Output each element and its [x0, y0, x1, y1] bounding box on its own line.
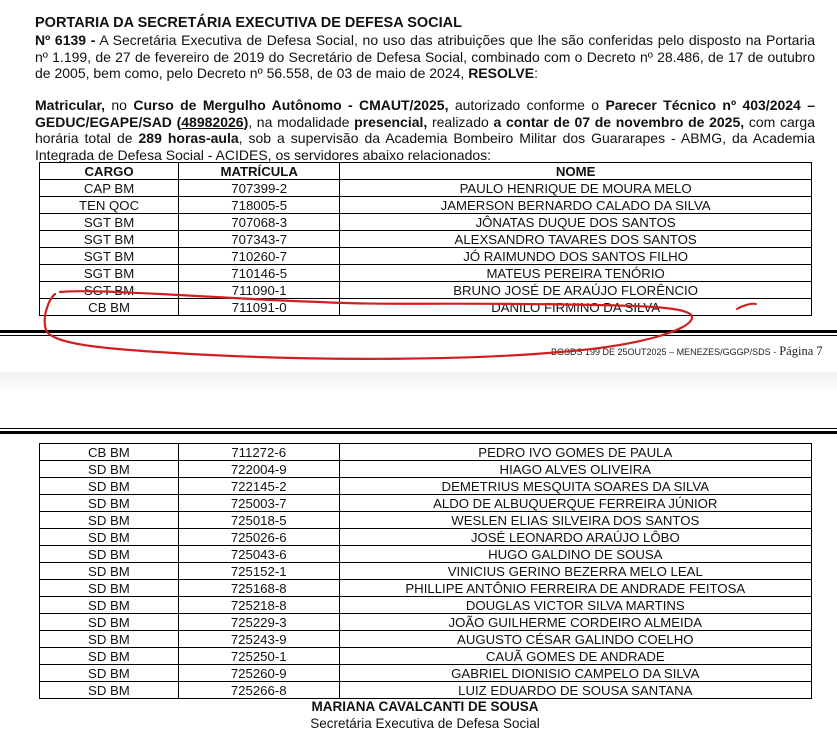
cell-cargo: SD BM	[40, 648, 179, 665]
cell-cargo: SD BM	[40, 682, 179, 699]
cell-cargo: SGT BM	[40, 214, 179, 231]
table-row	[40, 580, 812, 597]
cell-nome: PHILLIPE ANTÔNIO FERREIRA DE ANDRADE FEITOSA	[339, 580, 811, 597]
cell-matricula: 725218-8	[178, 597, 339, 614]
cell-matricula: 707399-2	[179, 180, 340, 197]
cell-cargo: SD BM	[40, 665, 179, 682]
cell-nome: AUGUSTO CÉSAR GALINDO COELHO	[339, 631, 811, 648]
body-paragraph	[35, 97, 815, 163]
body-verb: Matricular,	[35, 97, 106, 113]
parecer-close: )	[243, 113, 249, 130]
table-row	[40, 265, 812, 282]
cell-nome: HIAGO ALVES OLIVEIRA	[339, 461, 811, 478]
cell-cargo: SD BM	[40, 614, 179, 631]
cell-matricula: 711090-1	[179, 282, 340, 299]
cell-cargo: SD BM	[40, 529, 179, 546]
cell-matricula: 722145-2	[178, 478, 339, 495]
body-text: com carga horária total de	[35, 113, 815, 146]
table-row	[40, 648, 812, 665]
cell-nome: JÓ RAIMUNDO DOS SANTOS FILHO	[340, 248, 812, 265]
cell-matricula: 725003-7	[178, 495, 339, 512]
cell-nome: PEDRO IVO GOMES DE PAULA	[339, 444, 811, 461]
table-row	[40, 444, 812, 461]
table-row	[40, 563, 812, 580]
cell-matricula: 725250-1	[178, 648, 339, 665]
signature-name: MARIANA CAVALCANTI DE SOUSA	[311, 699, 539, 714]
cell-nome: WESLEN ELIAS SILVEIRA DOS SANTOS	[339, 512, 811, 529]
table-row	[40, 495, 812, 512]
cell-cargo: SGT BM	[40, 265, 179, 282]
page-gap	[0, 372, 837, 390]
cell-matricula: 725026-6	[178, 529, 339, 546]
body-text: , sob a supervisão da Academia Bombeiro Militar dos Guararapes - ABMG, da Academia Integrada de Defesa Social - ACIDES, os servidores abaixo relacionados:	[35, 130, 815, 163]
footer-code: BGSDS 199 DE 25OUT2025 – MENEZES/GGGP/SDS -	[551, 347, 777, 357]
cell-cargo: TEN QOC	[40, 197, 179, 214]
table-row	[40, 180, 812, 197]
cell-nome: MATEUS PEREIRA TENÓRIO	[340, 265, 812, 282]
page-rule-top	[0, 431, 837, 434]
cell-nome: JOÃO GUILHERME CORDEIRO ALMEIDA	[339, 614, 811, 631]
portaria-number: Nº 6139 -	[35, 32, 96, 48]
table-row	[40, 478, 812, 495]
table-row	[40, 231, 812, 248]
cell-cargo: SGT BM	[40, 282, 179, 299]
cell-matricula: 725168-8	[178, 580, 339, 597]
cell-nome: JAMERSON BERNARDO CALADO DA SILVA	[340, 197, 812, 214]
cell-matricula: 718005-5	[179, 197, 340, 214]
cell-cargo: SD BM	[40, 478, 179, 495]
body-text: autorizado conforme o	[448, 97, 606, 113]
table-row	[40, 214, 812, 231]
cell-nome: CAUÃ GOMES DE ANDRADE	[339, 648, 811, 665]
cell-matricula: 711272-6	[178, 444, 339, 461]
enrollment-table-bottom	[39, 443, 812, 699]
cell-nome: DOUGLAS VICTOR SILVA MARTINS	[339, 597, 811, 614]
table-row	[40, 461, 812, 478]
cell-matricula: 725229-3	[178, 614, 339, 631]
cell-nome: ALDO DE ALBUQUERQUE FERREIRA JÚNIOR	[339, 495, 811, 512]
table-row	[40, 614, 812, 631]
page-rule-top-thin	[0, 428, 837, 429]
cell-nome: VINICIUS GERINO BEZERRA MELO LEAL	[339, 563, 811, 580]
intro-paragraph	[35, 32, 815, 82]
table-row	[40, 282, 812, 299]
page-rule-bottom	[0, 330, 837, 333]
body-text: no	[105, 97, 134, 113]
cell-matricula: 711091-0	[179, 299, 340, 316]
cell-matricula: 722004-9	[178, 461, 339, 478]
cell-matricula: 710260-7	[179, 248, 340, 265]
cell-cargo: SD BM	[40, 512, 179, 529]
intro-end: :	[534, 65, 538, 81]
table-row	[40, 299, 812, 316]
header-cargo: CARGO	[40, 163, 179, 180]
footer-page: Página 7	[776, 344, 823, 358]
enrollment-table-top	[39, 162, 812, 316]
cell-cargo: SD BM	[40, 546, 179, 563]
cell-nome: GABRIEL DIONISIO CAMPELO DA SILVA	[339, 665, 811, 682]
table-row	[40, 597, 812, 614]
body-text: , na modalidade	[248, 113, 355, 130]
cell-cargo: SD BM	[40, 461, 179, 478]
process-number: 48982026	[181, 113, 244, 130]
workload-hours: 289 horas-aula	[138, 130, 239, 146]
cell-cargo: SD BM	[40, 597, 179, 614]
table-row	[40, 631, 812, 648]
header-nome: NOME	[340, 163, 812, 180]
table-header-row	[40, 163, 812, 180]
cell-cargo: CB BM	[40, 299, 179, 316]
cell-nome: HUGO GALDINO DE SOUSA	[339, 546, 811, 563]
cell-nome: JÔNATAS DUQUE DOS SANTOS	[340, 214, 812, 231]
intro-text: A Secretária Executiva de Defesa Social, no uso das atribuições que lhe são conferidas pelo disposto na Portaria nº 1.199, de 27 de fevereiro de 2019 do Secretário de Defesa Social, combinado com o Decreto nº 28.486, de 17 de outubro de 2005, bem como, pelo Decreto nº 56.558, de 03 de maio de 2024,	[35, 32, 815, 81]
cell-nome: LUIZ EDUARDO DE SOUSA SANTANA	[339, 682, 811, 699]
modality: presencial,	[354, 113, 428, 130]
table-row	[40, 682, 812, 699]
cell-cargo: SGT BM	[40, 248, 179, 265]
cell-matricula: 707068-3	[179, 214, 340, 231]
cell-cargo: SD BM	[40, 495, 179, 512]
cell-cargo: CAP BM	[40, 180, 179, 197]
cell-matricula: 725260-9	[178, 665, 339, 682]
cell-nome: ALEXSANDRO TAVARES DOS SANTOS	[340, 231, 812, 248]
table-row	[40, 248, 812, 265]
cell-matricula: 725043-6	[178, 546, 339, 563]
table-row	[40, 546, 812, 563]
table-row	[40, 529, 812, 546]
page-rule-bottom-thin	[0, 335, 837, 336]
cell-matricula: 725266-8	[178, 682, 339, 699]
cell-nome: DEMETRIUS MESQUITA SOARES DA SILVA	[339, 478, 811, 495]
body-text: realizado	[427, 113, 494, 130]
cell-matricula: 725243-9	[178, 631, 339, 648]
cell-nome: DANILO FIRMINO DA SILVA	[340, 299, 812, 316]
cell-nome: BRUNO JOSÉ DE ARAÚJO FLORÊNCIO	[340, 282, 812, 299]
table-row	[40, 512, 812, 529]
course-name: Curso de Mergulho Autônomo - CMAUT/2025,	[133, 97, 449, 113]
cell-matricula: 725018-5	[178, 512, 339, 529]
start-date: a contar de 07 de novembro de 2025,	[493, 113, 745, 130]
cell-nome: JOSÉ LEONARDO ARAÚJO LÔBO	[339, 529, 811, 546]
cell-cargo: CB BM	[40, 444, 179, 461]
document-title: PORTARIA DA SECRETÁRIA EXECUTIVA DE DEFESA SOCIAL	[35, 15, 462, 31]
cell-cargo: SD BM	[40, 563, 179, 580]
page-footer	[551, 344, 823, 359]
cell-matricula: 710146-5	[179, 265, 340, 282]
cell-cargo: SGT BM	[40, 231, 179, 248]
table-row	[40, 665, 812, 682]
table-row	[40, 197, 812, 214]
parecer-reference: Parecer Técnico nº 403/2024 – GEDUC/EGAPE/SAD (	[35, 97, 815, 130]
cell-cargo: SD BM	[40, 580, 179, 597]
header-matricula: MATRÍCULA	[179, 163, 340, 180]
cell-matricula: 725152-1	[178, 563, 339, 580]
cell-matricula: 707343-7	[179, 231, 340, 248]
signature-role: Secretária Executiva de Defesa Social	[310, 716, 540, 731]
resolve-word: RESOLVE	[468, 65, 535, 81]
cell-nome: PAULO HENRIQUE DE MOURA MELO	[340, 180, 812, 197]
cell-cargo: SD BM	[40, 631, 179, 648]
